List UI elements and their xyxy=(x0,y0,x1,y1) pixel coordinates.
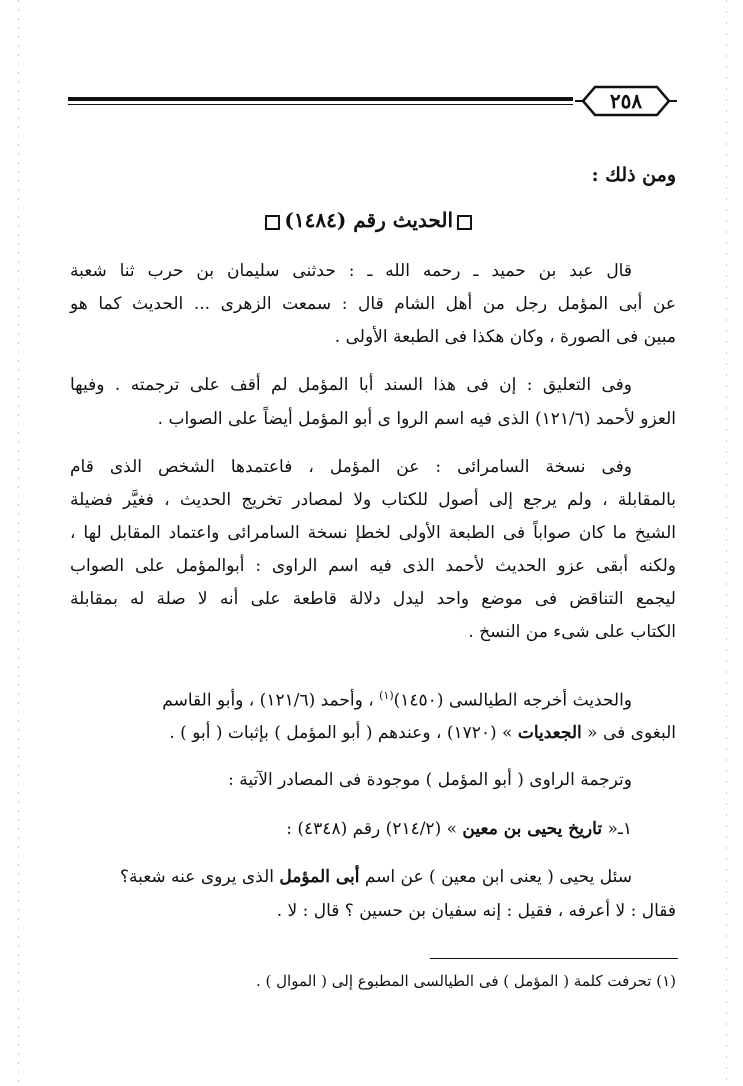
text-line: ولكنه أبقى عزو الحديث لأحمد الذى فيه اسم الراوى : أبوالمؤمل على الصواب xyxy=(70,556,676,576)
text-line: الكتاب على شىء من النسخ . xyxy=(468,622,676,642)
text-line: قال عبد بن حميد ـ رحمه الله ـ : حدثنى سليمان بن حرب ثنا شعبة xyxy=(70,261,632,281)
text-line xyxy=(70,681,676,716)
book-title: الجعديات xyxy=(517,723,582,743)
text-run: والحديث أخرجه الطيالسى (١٤٥٠) xyxy=(393,690,632,711)
text-line: فقال : لا أعرفه ، فقيل : إنه سفيان بن حسين ؟ قال : لا . xyxy=(276,901,676,921)
text-run: ، وأحمد (١٢١/٦) ، وأبو القاسم xyxy=(162,690,380,711)
text-line: وفى التعليق : إن فى هذا السند أبا المؤمل لم أقف على ترجمته . وفيها xyxy=(70,375,632,395)
square-bullet-icon xyxy=(265,215,280,230)
text-run: الذى يروى عنه شعبة؟ xyxy=(119,867,280,887)
narrator-name: أبى المؤمل xyxy=(279,867,360,887)
page-number-badge xyxy=(573,84,679,118)
footnote-ref: (١) xyxy=(379,689,394,702)
text-line xyxy=(70,718,676,748)
text-line: وترجمة الراوى ( أبو المؤمل ) موجودة فى المصادر الآتية : xyxy=(228,770,632,790)
footnote-text: (١) تحرفت كلمة ( المؤمل ) فى الطيالسى المطبوع إلى ( الموال ) . xyxy=(255,972,676,990)
intro-text: ومن ذلك : xyxy=(591,164,676,186)
text-line: وفى نسخة السامرائى : عن المؤمل ، فاعتمدها الشخص الذى قام xyxy=(70,457,632,477)
text-line: العزو لأحمد (١٢١/٦) الذى فيه اسم الروا ى أبو المؤمل أيضاً على الصواب . xyxy=(157,409,676,429)
text-line xyxy=(70,814,676,844)
scan-edge-right xyxy=(726,0,727,1086)
text-run: البغوى فى « xyxy=(581,723,676,743)
heading-text: الحديث رقم (١٤٨٤) xyxy=(284,208,453,232)
book-title: تاريخ يحيى بن معين xyxy=(462,819,603,839)
footnote-separator xyxy=(430,958,678,959)
square-bullet-icon xyxy=(457,215,472,230)
text-line: مبين فى الصورة ، وكان هكذا فى الطبعة الأولى . xyxy=(334,327,676,347)
scan-edge-left xyxy=(18,0,19,1086)
text-run: سئل يحيى ( يعنى ابن معين ) عن اسم xyxy=(359,867,632,887)
text-run: » (١٧٢٠) ، وعندهم ( أبو المؤمل ) بإثبات ( أبو ) . xyxy=(169,723,518,743)
header-rule-thin xyxy=(68,104,573,105)
text-line: ليجمع التناقض فى موضع واحد ليدل دلالة قاطعة على أنه لا صلة له بمقابلة xyxy=(70,589,676,609)
text-run: » (٢١٤/٢) رقم (٤٣٤٨) : xyxy=(286,819,463,839)
text-line: الشيخ ما كان صواباً فى الطبعة الأولى لخطإ نسخة السامرائى واعتماد المقابل لها ، xyxy=(70,523,676,543)
header-rule-thick xyxy=(68,97,573,101)
text-line xyxy=(70,862,676,892)
heading-line xyxy=(261,205,476,237)
text-run: ١ـ« xyxy=(602,819,632,839)
page-number: ٢٥٨ xyxy=(609,89,643,113)
text-line: عن أبى المؤمل رجل من أهل الشام قال : سمعت الزهرى ... الحديث كما هو xyxy=(70,294,676,314)
text-line: بالمقابلة ، ولم يرجع إلى أصول للكتاب ولا لمصادر تخريج الحديث ، فغيَّر فضيلة xyxy=(70,490,676,510)
